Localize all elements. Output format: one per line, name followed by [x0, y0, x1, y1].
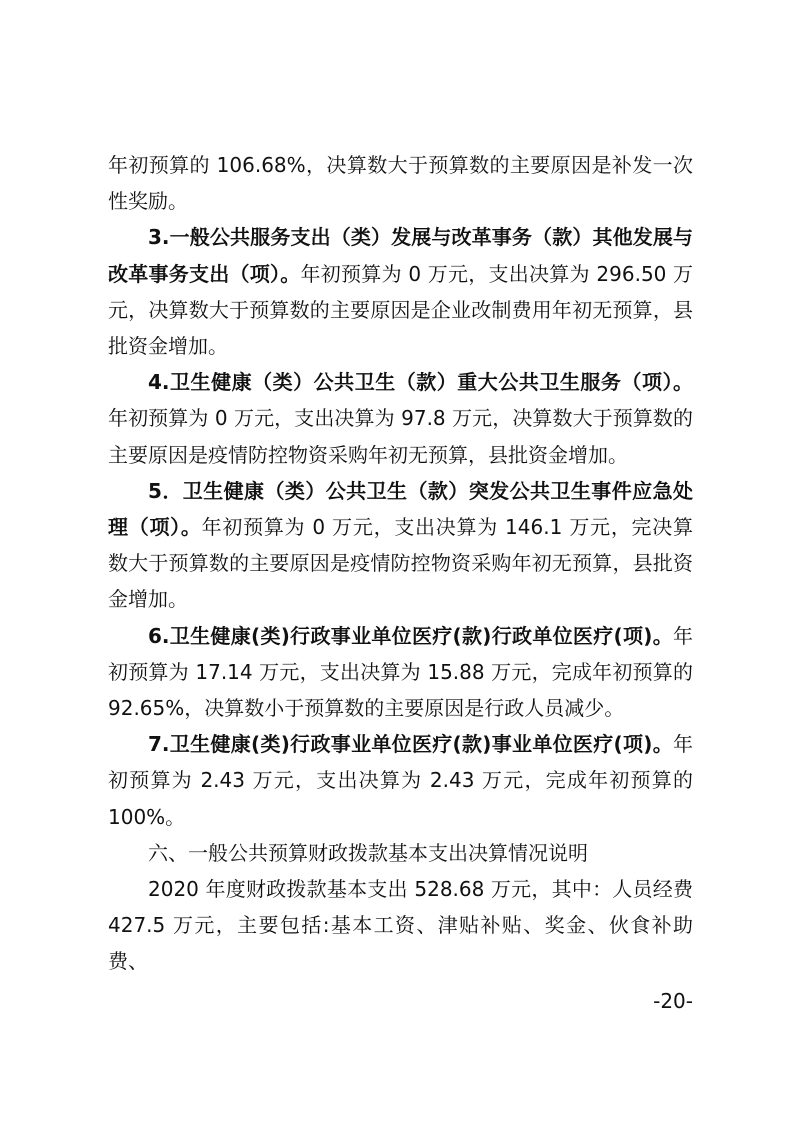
paragraph-2-text: 年初预算为 0 万元，支出决算为 296.50 万元，决算数大于预算数的主要原因是企业改制费用年初无预算，县批资金增加。	[108, 261, 694, 359]
paragraph-2-heading: 3.一般公共服务支出（类）发展与改革事务（款）其他发展与改革事务支出（项）。	[108, 225, 693, 286]
paragraph-4	[108, 473, 693, 618]
paragraph-5-heading: 6.卫生健康(类)行政事业单位医疗(款)行政单位医疗(项)。	[148, 623, 673, 648]
paragraph-7-text: 六、一般公共预算财政拨款基本支出决算情况说明	[148, 840, 588, 865]
paragraph-6	[108, 726, 693, 835]
document-body	[108, 147, 693, 980]
page-number: -20-	[653, 989, 693, 1013]
paragraph-5	[108, 618, 693, 727]
paragraph-8	[108, 871, 693, 980]
paragraph-3	[108, 364, 693, 473]
paragraph-5-text: 年初预算为 17.14 万元，支出决算为 15.88 万元，完成年初预算的 92.65%，决算数小于预算数的主要原因是行政人员减少。	[108, 623, 693, 721]
paragraph-6-text: 年初预算为 2.43 万元，支出决算为 2.43 万元，完成年初预算的 100%。	[108, 732, 693, 829]
paragraph-1	[108, 147, 693, 219]
paragraph-3-heading: 4.卫生健康（类）公共卫生（款）重大公共卫生服务（项）。	[148, 370, 693, 395]
section-heading	[108, 835, 693, 871]
paragraph-4-heading: 5．卫生健康（类）公共卫生（款）突发公共卫生事件应急处理（项）。	[108, 478, 693, 540]
paragraph-1-text: 年初预算的 106.68%，决算数大于预算数的主要原因是补发一次性奖励。	[108, 153, 693, 214]
paragraph-2	[108, 219, 693, 364]
paragraph-6-heading: 7.卫生健康(类)行政事业单位医疗(款)事业单位医疗(项)。	[148, 732, 673, 757]
paragraph-3-text: 年初预算为 0 万元，支出决算为 97.8 万元，决算数大于预算数的主要原因是疫情防控物资采购年初无预算，县批资金增加。	[108, 406, 693, 467]
paragraph-4-text: 年初预算为 0 万元，支出决算为 146.1 万元，完决算数大于预算数的主要原因是疫情防控物资采购年初无预算，县批资金增加。	[108, 515, 694, 612]
paragraph-8-text: 2020 年度财政拨款基本支出 528.68 万元，其中：人员经费 427.5 万元，主要包括:基本工资、津贴补贴、奖金、伙食补助费、	[108, 877, 693, 974]
